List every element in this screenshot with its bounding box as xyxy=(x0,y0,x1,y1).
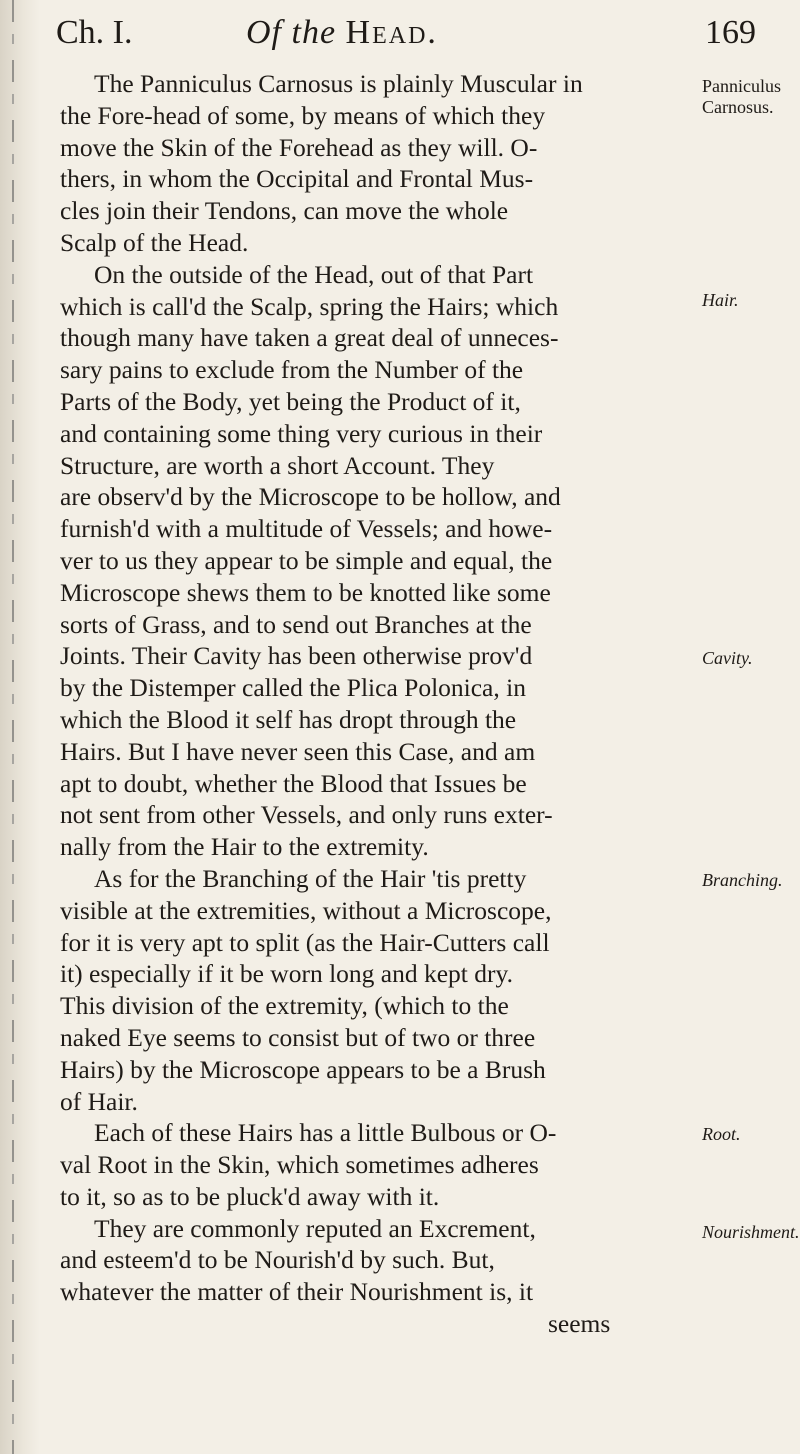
text-line: This division of the extremity, (which to the xyxy=(60,991,509,1021)
text-line: visible at the extremities, without a Microscope, xyxy=(60,895,552,925)
text-line: thers, in whom the Occipital and Frontal Mus- xyxy=(60,164,534,194)
text-line: The Panniculus Carnosus is plainly Muscular in xyxy=(94,69,583,98)
text-line: are observ'd by the Microscope to be hollow, and xyxy=(60,482,561,512)
text-line: Microscope shews them to be knotted like some xyxy=(60,577,551,607)
text-line: move the Skin of the Forehead as they will. O- xyxy=(60,132,538,162)
text-line: Each of these Hairs has a little Bulbous or O- xyxy=(94,1118,557,1148)
text-line: it) especially if it be worn long and kept dry. xyxy=(60,959,513,989)
text-line: furnish'd with a multitude of Vessels; and howe- xyxy=(60,514,553,544)
book-gutter xyxy=(0,0,40,1454)
text-line: not sent from other Vessels, and only runs exter- xyxy=(60,800,553,830)
text-line: Hairs) by the Microscope appears to be a Brush xyxy=(60,1054,546,1084)
running-title-caps: Head. xyxy=(345,14,438,51)
text-line: They are commonly reputed an Excrement, xyxy=(94,1213,536,1243)
text-line: which is call'd the Scalp, spring the Hairs; which xyxy=(60,291,559,321)
text-line: sorts of Grass, and to send out Branches at the xyxy=(60,609,532,639)
text-line: On the outside of the Head, out of that Part xyxy=(94,259,534,289)
text-line: As for the Branching of the Hair 'tis pretty xyxy=(94,863,527,893)
text-line: whatever the matter of their Nourishment is, it xyxy=(60,1277,534,1307)
text-line: Joints. Their Cavity has been otherwise prov'd xyxy=(60,641,533,671)
text-line: of Hair. xyxy=(60,1086,138,1116)
running-header xyxy=(56,8,756,58)
text-line: ver to us they appear to be simple and equal, the xyxy=(60,545,553,575)
text-line: cles join their Tendons, can move the whole xyxy=(60,196,509,226)
margin-note-panniculus: Panniculus Carnosus. xyxy=(702,76,781,117)
text-line: sary pains to exclude from the Number of the xyxy=(60,355,524,385)
chapter-label: Ch. I. xyxy=(56,14,133,51)
text-line: Parts of the Body, yet being the Product of it, xyxy=(60,386,521,416)
text-line: for it is very apt to split (as the Hair-Cutters call xyxy=(60,927,550,957)
binding-shadow xyxy=(12,0,14,1454)
text-line: apt to doubt, whether the Blood that Issues be xyxy=(60,768,527,798)
margin-note-root: Root. xyxy=(702,1124,741,1144)
page-body xyxy=(60,68,692,1340)
margin-note-hair: Hair. xyxy=(702,290,739,310)
text-line: which the Blood it self has dropt through the xyxy=(60,704,517,734)
text-line: nally from the Hair to the extremity. xyxy=(60,832,429,862)
text-line: Structure, are worth a short Account. They xyxy=(60,450,495,480)
margin-note-nourishment: Nourishment. xyxy=(702,1222,800,1242)
text-line: to it, so as to be pluck'd away with it. xyxy=(60,1181,440,1211)
page-number: 169 xyxy=(705,14,756,51)
running-title xyxy=(246,8,438,58)
text-line: by the Distemper called the Plica Polonica, in xyxy=(60,673,526,703)
text-line: Hairs. But I have never seen this Case, and am xyxy=(60,736,536,766)
text-line: and containing some thing very curious in their xyxy=(60,418,543,448)
margin-note-branching: Branching. xyxy=(702,870,783,890)
catchword: seems xyxy=(548,1309,611,1339)
margin-note-cavity: Cavity. xyxy=(702,648,753,668)
text-line: though many have taken a great deal of unneces- xyxy=(60,323,559,353)
text-line: naked Eye seems to consist but of two or three xyxy=(60,1022,536,1052)
text-line: Scalp of the Head. xyxy=(60,227,249,257)
text-line: the Fore-head of some, by means of which they xyxy=(60,100,546,130)
text-line: val Root in the Skin, which sometimes adheres xyxy=(60,1150,539,1180)
text-line: and esteem'd to be Nourish'd by such. But, xyxy=(60,1245,495,1275)
running-title-italic: Of the xyxy=(246,14,337,51)
